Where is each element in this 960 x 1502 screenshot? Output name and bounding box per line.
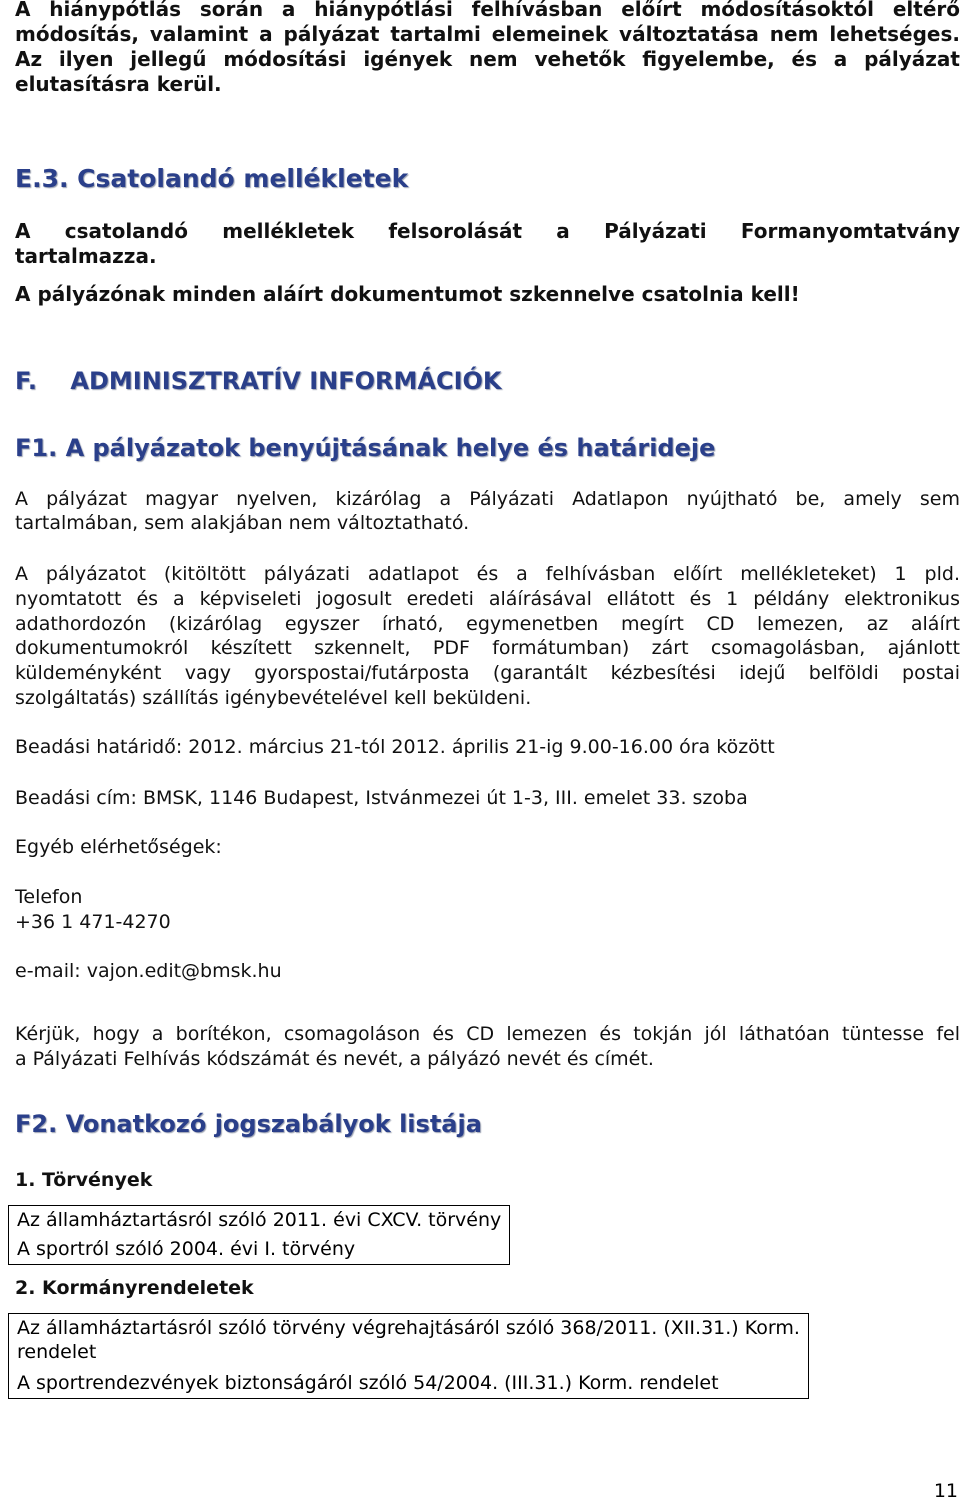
- table-row: [9, 1366, 809, 1399]
- submission-deadline: Beadási határidő: 2012. március 21-tól 2012. április 21-ig 9.00-16.00 óra között: [15, 736, 775, 758]
- f1-paragraph-2-line-6: szolgáltatás) szállítás igénybevételével kell beküldeni.: [15, 687, 532, 709]
- intro-line-4: elutasításra kerül.: [15, 72, 222, 96]
- section-f1-heading: F1. A pályázatok benyújtásának helye és határideje: [15, 434, 716, 462]
- submission-address: Beadási cím: BMSK, 1146 Budapest, Istvánmezei út 1-3, III. emelet 33. szoba: [15, 787, 748, 809]
- laws-table: [8, 1205, 510, 1265]
- decree-1-line-2: rendelet: [17, 1341, 97, 1363]
- e3-paragraph-line-2: tartalmazza.: [15, 244, 157, 268]
- phone-label: Telefon: [15, 886, 83, 908]
- email-address: e-mail: vajon.edit@bmsk.hu: [15, 960, 282, 982]
- f1-paragraph-2-line-4: dokumentumokról készített szkennelt, PDF formátumban) zárt csomagolásban, ajánlott: [15, 637, 960, 659]
- closing-line-2: a Pályázati Felhívás kódszámát és nevét, a pályázó nevét és címét.: [15, 1048, 654, 1070]
- contacts-label: Egyéb elérhetőségek:: [15, 836, 222, 858]
- intro-line-2: módosítás, valamint a pályázat tartalmi elemeinek változtatása nem lehetséges.: [15, 22, 960, 46]
- intro-line-1: A hiánypótlás során a hiánypótlási felhívásban előírt módosításoktól eltérő: [15, 0, 960, 21]
- phone-number: +36 1 471-4270: [15, 911, 171, 933]
- page-number: 11: [933, 1480, 958, 1502]
- f1-paragraph-1-line-1: A pályázat magyar nyelven, kizárólag a Pályázati Adatlapon nyújtható be, amely sem: [15, 488, 960, 510]
- law-item-1: Az államháztartásról szóló 2011. évi CXCV. törvény: [9, 1206, 510, 1233]
- intro-line-3: Az ilyen jellegű módosítási igények nem vehetők figyelembe, és a pályázat: [15, 47, 960, 71]
- laws-heading: 1. Törvények: [15, 1169, 153, 1191]
- table-row: [9, 1206, 510, 1233]
- e3-scan-notice: A pályázónak minden aláírt dokumentumot szkennelve csatolnia kell!: [15, 282, 800, 306]
- section-f-heading: F. ADMINISZTRATÍV INFORMÁCIÓK: [15, 367, 502, 395]
- e3-paragraph-line-1: A csatolandó mellékletek felsorolását a Pályázati Formanyomtatvány: [15, 219, 960, 243]
- f1-paragraph-1-line-2: tartalmában, sem alakjában nem változtatható.: [15, 512, 470, 534]
- decrees-table: [8, 1313, 809, 1399]
- closing-line-1: Kérjük, hogy a borítékon, csomagoláson és CD lemezen és tokján jól láthatóan tüntesse fel: [15, 1023, 960, 1045]
- f1-paragraph-2-line-2: nyomtatott és a képviseleti jogosult eredeti aláírásával ellátott és 1 példány elektronikus: [15, 588, 960, 610]
- f1-paragraph-2-line-5: küldeményként vagy gyorspostai/futárposta (garantált kézbesítési idejű belföldi postai: [15, 662, 960, 684]
- table-row: [9, 1232, 510, 1265]
- law-item-2: A sportról szóló 2004. évi I. törvény: [9, 1232, 510, 1265]
- decree-1-line-1: Az államháztartásról szóló törvény végrehajtásáról szóló 368/2011. (XII.31.) Korm.: [17, 1317, 800, 1339]
- decrees-heading: 2. Kormányrendeletek: [15, 1277, 254, 1299]
- f1-paragraph-2-line-1: A pályázatot (kitöltött pályázati adatlapot és a felhívásban előírt mellékleteket) 1 pld.: [15, 563, 960, 585]
- section-e3-heading: E.3. Csatolandó mellékletek: [15, 164, 409, 193]
- table-row: [9, 1314, 809, 1367]
- f1-paragraph-2-line-3: adathordozón (kizárólag egyszer írható, egymenetben megírt CD lemezen, az aláírt: [15, 613, 960, 635]
- decree-item-2: A sportrendezvények biztonságáról szóló 54/2004. (III.31.) Korm. rendelet: [9, 1366, 809, 1399]
- section-f2-heading: F2. Vonatkozó jogszabályok listája: [15, 1110, 482, 1138]
- decree-item-1: [9, 1314, 809, 1367]
